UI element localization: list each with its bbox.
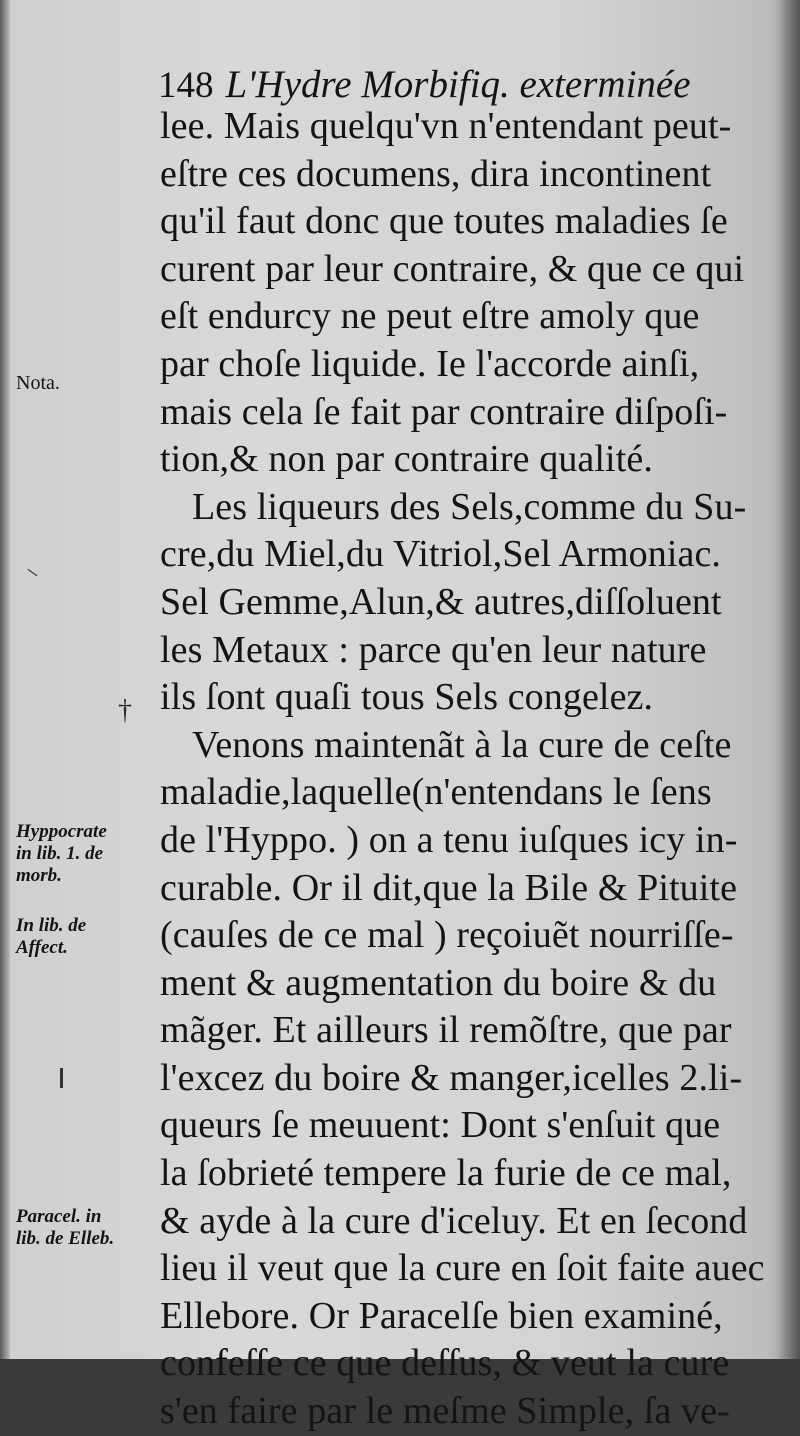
running-title: L'Hydre Morbifiq. exterminée (225, 63, 691, 106)
margin-note-line: Nota. (16, 372, 60, 394)
paragraph-start-line: Venons maintenãt à la cure de ceſte (192, 723, 732, 766)
margin-note-line: morb. (16, 865, 62, 886)
stray-ink-mark: † (118, 695, 132, 726)
text-line: queurs ſe meuuent: Dont s'enſuit que (160, 1104, 721, 1147)
text-line: l'excez du boire & manger,icelles 2.li- (160, 1056, 743, 1099)
text-line: (cauſes de ce mal ) reçoiuẽt nourriſſe- (160, 914, 734, 957)
text-line: eſtre ces documens, dira incontinent (160, 152, 712, 195)
text-line: de l'Hyppo. ) on a tenu iuſques icy in- (160, 818, 738, 861)
stray-ink-mark (60, 1068, 63, 1088)
margin-note-paracelsus (16, 1206, 146, 1250)
margin-note-nota (16, 372, 146, 395)
margin-note-line: Hyppocrate (16, 821, 107, 842)
paragraph-start-line: Les liqueurs des Sels,comme du Su- (192, 485, 747, 528)
margin-note-affect (16, 915, 146, 959)
text-line: lieu il veut que la cure en ſoit faite auec (160, 1247, 765, 1290)
margin-note-line: Paracel. in (16, 1206, 102, 1227)
body-text (160, 103, 765, 1436)
page-gutter-shadow (0, 0, 10, 1359)
text-line: tion,& non par contraire qualité. (160, 438, 653, 481)
margin-note-line: Affect. (16, 937, 68, 958)
text-line: ils ſont quaſi tous Sels congelez. (160, 676, 654, 719)
text-line: & ayde à la cure d'iceluy. Et en ſecond (160, 1199, 748, 1242)
text-line: cre,du Miel,du Vitriol,Sel Armoniac. (160, 533, 722, 576)
text-line: maladie,laquelle(n'entendans le ſens (160, 771, 712, 814)
text-line: Sel Gemme,Alun,& autres,diſſoluent (160, 580, 722, 623)
text-line: confeſſe ce que deſſus, & veut la cure (160, 1342, 730, 1385)
stray-ink-mark: – (22, 557, 46, 584)
text-line: par choſe liquide. Ie l'accorde ainſi, (160, 342, 700, 385)
text-line: eſt endurcy ne peut eſtre amoly que (160, 295, 700, 338)
margin-note-line: in lib. 1. de (16, 843, 104, 864)
margin-note-line: lib. de Elleb. (16, 1228, 115, 1249)
text-line: la ſobrieté tempere la furie de ce mal, (160, 1152, 732, 1195)
text-line: curent par leur contraire, & que ce qui (160, 247, 745, 290)
text-line: ment & augmentation du boire & du (160, 961, 717, 1004)
page-number: 148 (158, 65, 214, 106)
text-line: lee. Mais quelqu'vn n'entendant peut- (160, 105, 732, 147)
page-edge-shadow (778, 0, 800, 1359)
text-line: curable. Or il dit,que la Bile & Pituite (160, 866, 738, 909)
margin-note-line: In lib. de (16, 915, 87, 936)
text-line: Ellebore. Or Paracelſe bien examiné, (160, 1294, 723, 1337)
text-line: mais cela ſe fait par contraire diſpoſi- (160, 390, 728, 433)
text-line: s'en faire par le meſme Simple, ſa ve- (160, 1390, 730, 1433)
margin-note-hippocrates (16, 821, 146, 887)
text-line: les Metaux : parce qu'en leur nature (160, 628, 707, 671)
text-line: mãger. Et ailleurs il remõſtre, que par (160, 1009, 732, 1052)
text-line: qu'il faut donc que toutes maladies ſe (160, 200, 728, 243)
